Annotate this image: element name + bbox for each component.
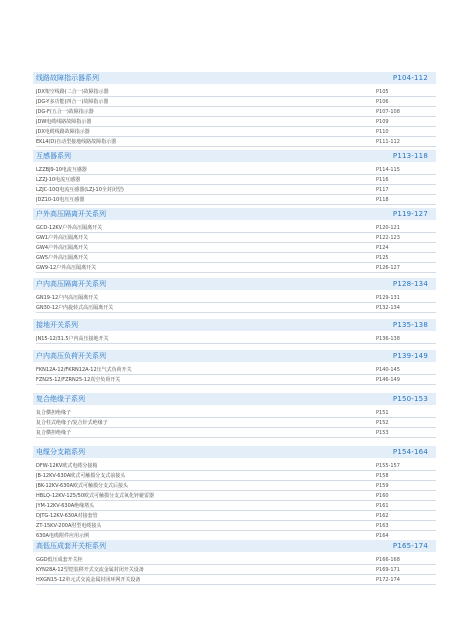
entry-title: JDX架空线路(二合一)故障指示器 xyxy=(36,89,109,95)
entry-page: P146-149 xyxy=(376,376,400,383)
toc-section xyxy=(33,72,436,147)
entry-page: P126-127 xyxy=(376,264,400,271)
section-header[interactable] xyxy=(33,208,436,220)
section-header[interactable] xyxy=(33,393,436,405)
section-items xyxy=(33,87,436,147)
section-title: 接地开关系列 xyxy=(36,321,78,329)
entry-title: JBK-12KV-630A欧式可触摸分支式后接头 xyxy=(36,483,129,489)
entry-title: LZJC-10Q电流互感器(LZJ-10全封闭型) xyxy=(36,187,124,193)
toc-entry[interactable] xyxy=(36,408,436,418)
toc-entry[interactable] xyxy=(36,223,436,233)
entry-title: JDG-Y多功能(四合一)故障指示器 xyxy=(36,99,109,105)
section-items xyxy=(33,223,436,273)
entry-page: P166-168 xyxy=(376,556,400,563)
toc-entry[interactable] xyxy=(36,521,436,531)
entry-page: P129-131 xyxy=(376,294,400,301)
section-header[interactable] xyxy=(33,278,436,290)
toc-entry[interactable] xyxy=(36,195,436,205)
entry-page: P106 xyxy=(376,98,389,105)
section-items xyxy=(33,334,436,344)
section-title: 电缆分支箱系列 xyxy=(36,448,85,456)
entry-title: FZN25-12/FZRN25-12真空负荷开关 xyxy=(36,377,121,383)
entry-title: DJTG-12KV-630A对接套管 xyxy=(36,513,98,519)
entry-title: GGD低压成套开关柜 xyxy=(36,557,83,563)
entry-page: P125 xyxy=(376,254,389,261)
toc-section xyxy=(33,150,436,205)
entry-page: P116 xyxy=(376,176,389,183)
entry-page: P132-134 xyxy=(376,304,400,311)
section-header[interactable] xyxy=(33,319,436,331)
section-header[interactable] xyxy=(33,72,436,84)
section-page-range: P128-134 xyxy=(392,280,428,288)
entry-page: P153 xyxy=(376,429,389,436)
entry-page: P159 xyxy=(376,482,389,489)
entry-title: GW1户外高压隔离开关 xyxy=(36,235,89,241)
entry-title: 复合横担绝缘子 xyxy=(36,410,72,416)
entry-title: 复合柱式绝缘子/复合针式绝缘子 xyxy=(36,420,108,426)
toc-entry[interactable] xyxy=(36,511,436,521)
section-title: 复合绝缘子系列 xyxy=(36,395,85,403)
toc-entry[interactable] xyxy=(36,253,436,263)
section-items xyxy=(33,408,436,438)
toc-entry[interactable] xyxy=(36,334,436,344)
toc-entry[interactable] xyxy=(36,107,436,117)
toc-section xyxy=(33,319,436,344)
entry-title: JN15-12/31.5户内高压接地开关 xyxy=(36,336,109,342)
section-page-range: P139-149 xyxy=(392,352,428,360)
entry-title: ZT-15KV-200A肘型电缆接头 xyxy=(36,523,102,529)
entry-title: HXGN15-12单元式交流金属封闭环网开关设备 xyxy=(36,577,141,583)
entry-page: P151 xyxy=(376,409,389,416)
toc-entry[interactable] xyxy=(36,575,436,585)
toc-entry[interactable] xyxy=(36,127,436,137)
section-header[interactable] xyxy=(33,350,436,362)
section-page-range: P154-164 xyxy=(392,448,428,456)
toc-entry[interactable] xyxy=(36,233,436,243)
toc-section xyxy=(33,208,436,273)
section-title: 线路故障指示器系列 xyxy=(36,74,99,82)
entry-page: P118 xyxy=(376,196,389,203)
section-page-range: P150-153 xyxy=(392,395,428,403)
entry-page: P162 xyxy=(376,512,389,519)
section-items xyxy=(33,461,436,541)
entry-title: EKL4(D)自动型接地线路故障指示器 xyxy=(36,139,117,145)
toc-entry[interactable] xyxy=(36,263,436,273)
toc-entry[interactable] xyxy=(36,491,436,501)
toc-section xyxy=(33,446,436,541)
section-page-range: P119-127 xyxy=(392,210,428,218)
entry-page: P140-145 xyxy=(376,366,400,373)
toc-entry[interactable] xyxy=(36,471,436,481)
toc-entry[interactable] xyxy=(36,293,436,303)
entry-title: DFW-12KV欧式电缆分接箱 xyxy=(36,463,98,469)
entry-page: P160 xyxy=(376,492,389,499)
toc-entry[interactable] xyxy=(36,418,436,428)
toc-entry[interactable] xyxy=(36,97,436,107)
entry-title: HBLQ-12KV-125/50欧式可触摸分支式氧化锌避雷器 xyxy=(36,493,155,499)
entry-page: P155-157 xyxy=(376,462,400,469)
section-header[interactable] xyxy=(33,540,436,552)
entry-title: JB-12KV-630A欧式可触摸分支式前接头 xyxy=(36,473,126,479)
entry-page: P158 xyxy=(376,472,389,479)
toc-entry[interactable] xyxy=(36,555,436,565)
section-page-range: P113-118 xyxy=(392,152,428,160)
section-title: 户内高压隔离开关系列 xyxy=(36,280,106,288)
section-items xyxy=(33,555,436,585)
toc-section xyxy=(33,393,436,438)
entry-title: JDZ10-10电压互感器 xyxy=(36,197,85,203)
entry-title: LZZBJ9-10电流互感器 xyxy=(36,167,87,173)
section-title: 高低压成套开关柜系列 xyxy=(36,542,106,550)
entry-page: P109 xyxy=(376,118,389,125)
toc-section xyxy=(33,350,436,385)
entry-page: P120-121 xyxy=(376,224,400,231)
entry-page: P152 xyxy=(376,419,389,426)
entry-title: KYN28A-12型铠装移开式交流金属封闭开关设备 xyxy=(36,567,144,573)
entry-page: P136-138 xyxy=(376,335,400,342)
entry-title: LZZJ-10电流互感器 xyxy=(36,177,81,183)
toc-entry[interactable] xyxy=(36,117,436,127)
section-items xyxy=(33,165,436,205)
toc-entry[interactable] xyxy=(36,185,436,195)
section-title: 户内高压负荷开关系列 xyxy=(36,352,106,360)
section-header[interactable] xyxy=(33,150,436,162)
entry-page: P111-112 xyxy=(376,138,400,145)
entry-page: P107-108 xyxy=(376,108,400,115)
toc-entry[interactable] xyxy=(36,365,436,375)
toc-entry[interactable] xyxy=(36,165,436,175)
entry-title: FKN12A-12/FKRN12A-12压气式负荷开关 xyxy=(36,367,132,373)
entry-page: P169-171 xyxy=(376,566,400,573)
entry-page: P122-123 xyxy=(376,234,400,241)
toc-entry[interactable] xyxy=(36,481,436,491)
toc-section xyxy=(33,540,436,585)
entry-title: GN30-12户内旋转式高压隔离开关 xyxy=(36,305,114,311)
section-title: 互感器系列 xyxy=(36,152,71,160)
toc-entry[interactable] xyxy=(36,428,436,438)
toc-entry[interactable] xyxy=(36,87,436,97)
entry-page: P105 xyxy=(376,88,389,95)
section-page-range: P104-112 xyxy=(392,74,428,82)
section-page-range: P135-138 xyxy=(392,321,428,329)
entry-title: JDG-F(五合一)故障指示器 xyxy=(36,109,94,115)
entry-page: P117 xyxy=(376,186,389,193)
toc-entry[interactable] xyxy=(36,461,436,471)
entry-title: 630A电缆附件应用示例 xyxy=(36,533,89,539)
entry-title: GW5户外高压隔离开关 xyxy=(36,255,89,261)
entry-page: P164 xyxy=(376,532,389,539)
toc-entry[interactable] xyxy=(36,137,436,147)
toc-entry[interactable] xyxy=(36,501,436,511)
entry-page: P124 xyxy=(376,244,389,251)
entry-title: JDW电缆线路故障指示器 xyxy=(36,119,92,125)
entry-page: P163 xyxy=(376,522,389,529)
entry-title: GW9-12户外高压隔离开关 xyxy=(36,265,97,271)
toc-entry[interactable] xyxy=(36,375,436,385)
entry-page: P172-174 xyxy=(376,576,400,583)
entry-page: P110 xyxy=(376,128,389,135)
section-items xyxy=(33,293,436,313)
toc-entry[interactable] xyxy=(36,303,436,313)
entry-title: JYM-12KV-630A绝缘堵头 xyxy=(36,503,95,509)
toc-entry[interactable] xyxy=(36,243,436,253)
entry-page: P161 xyxy=(376,502,389,509)
section-page-range: P165-174 xyxy=(392,542,428,550)
entry-title: GCD-12KV户外高压隔离开关 xyxy=(36,225,103,231)
entry-title: GN19-12户内高压隔离开关 xyxy=(36,295,99,301)
section-header[interactable] xyxy=(33,446,436,458)
section-title: 户外高压隔离开关系列 xyxy=(36,210,106,218)
entry-title: JDX电缆线路故障指示器 xyxy=(36,129,90,135)
toc-section xyxy=(33,278,436,313)
toc-entry[interactable] xyxy=(36,175,436,185)
toc-entry[interactable] xyxy=(36,565,436,575)
section-items xyxy=(33,365,436,385)
entry-title: 复合横担绝缘子 xyxy=(36,430,72,436)
entry-title: GW4户外高压隔离开关 xyxy=(36,245,89,251)
entry-page: P114-115 xyxy=(376,166,400,173)
